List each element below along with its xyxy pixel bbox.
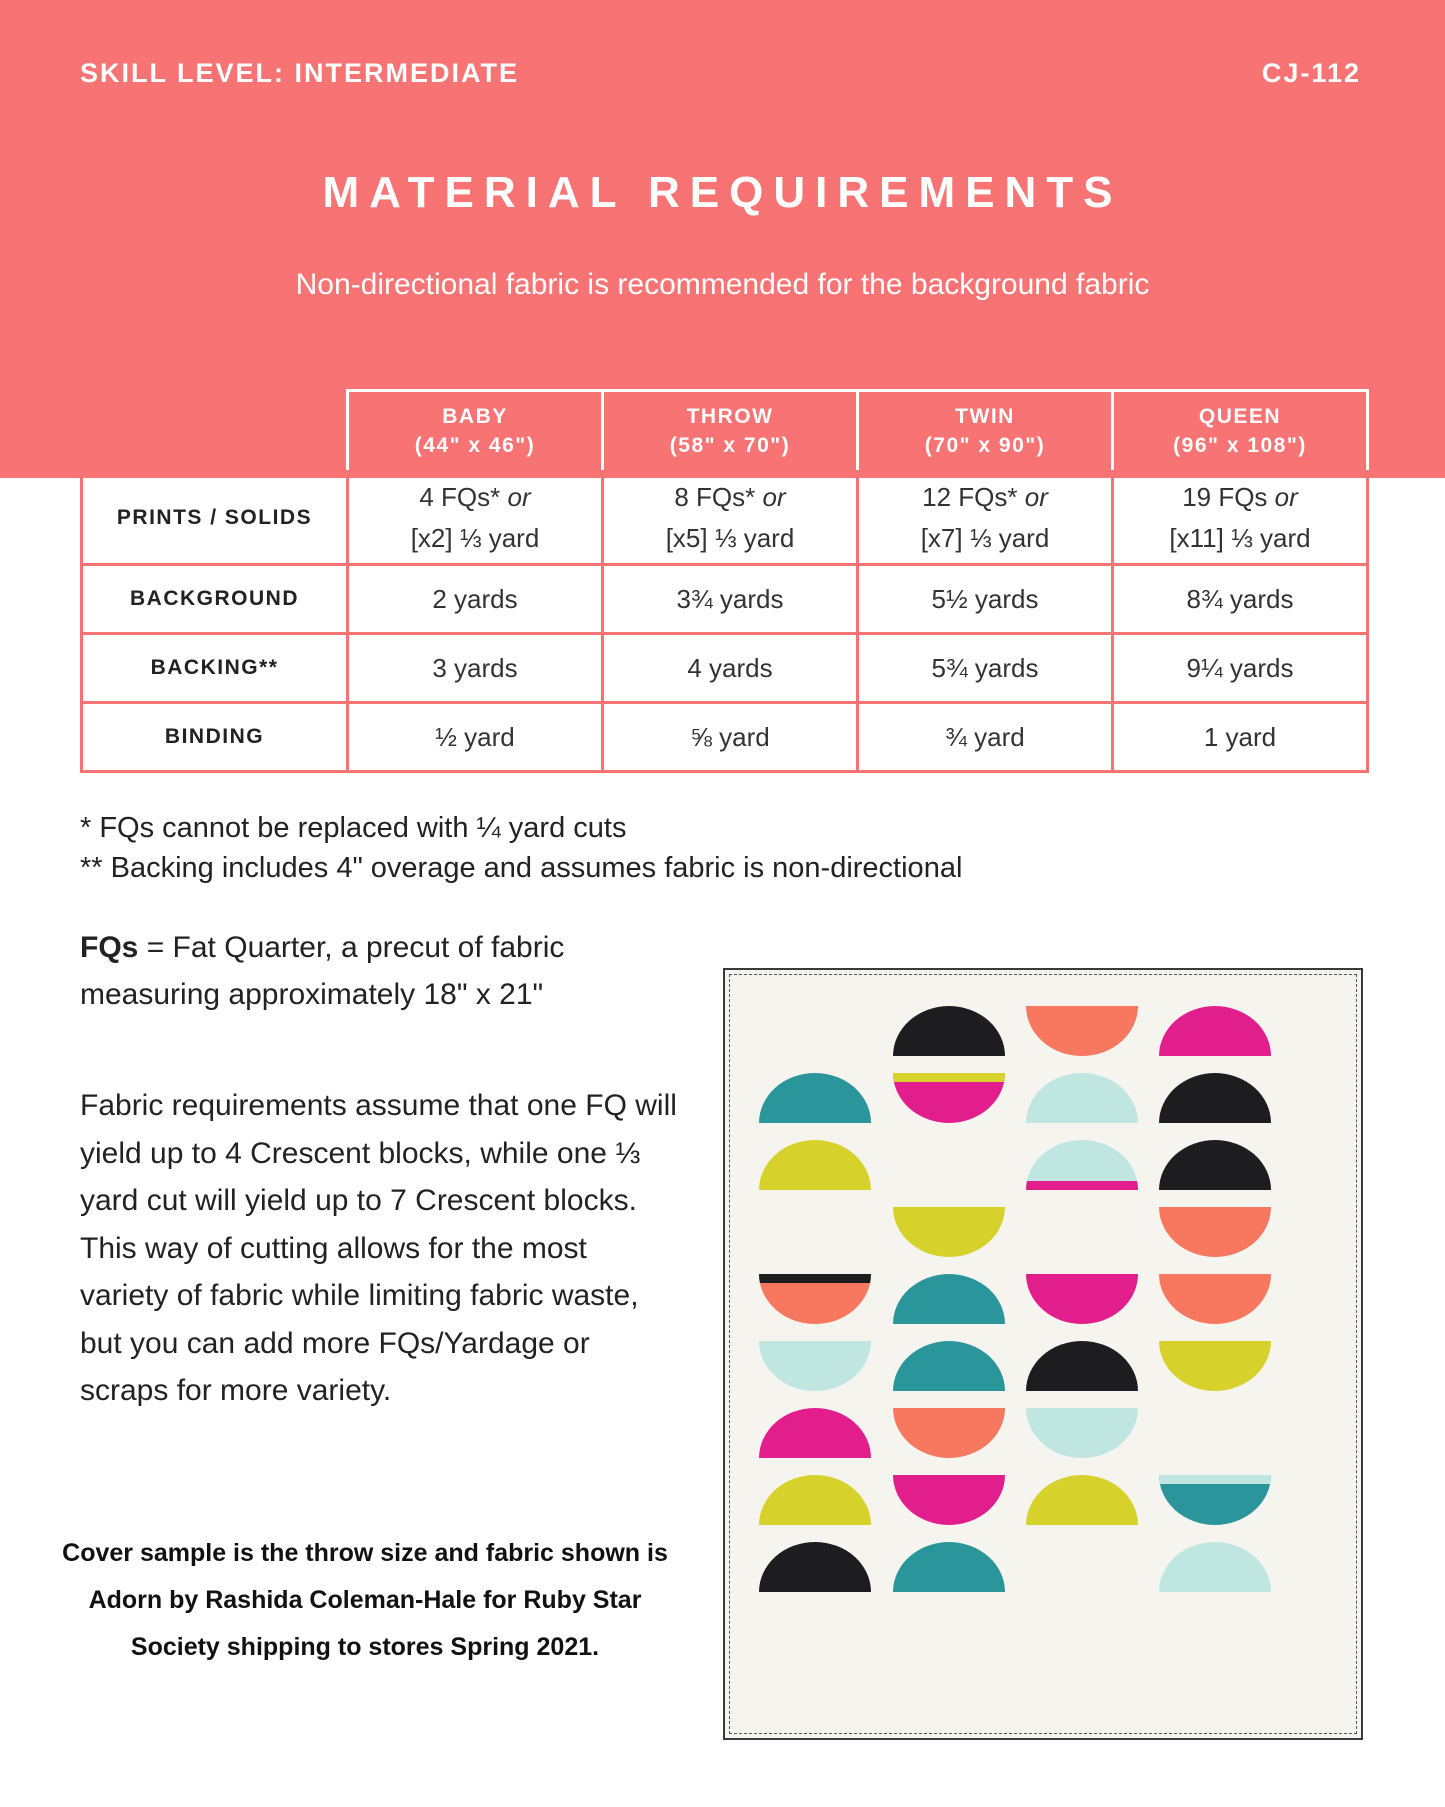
cell-line: 12 FQs* or xyxy=(922,482,1048,512)
table-cell: 8¾ yards xyxy=(1113,565,1368,634)
table-cell: 4 yards xyxy=(603,634,858,703)
page-title: MATERIAL REQUIREMENTS xyxy=(322,168,1123,217)
crescent-block-pink xyxy=(893,1475,1005,1525)
quilt-illustration xyxy=(723,968,1363,1740)
table-cell: 9¼ yards xyxy=(1113,634,1368,703)
cell-line: [x5] ⅓ yard xyxy=(665,523,795,553)
cell-line: 19 FQs or xyxy=(1182,482,1298,512)
cell-line: 4 FQs* or xyxy=(419,482,531,512)
footnote-backing: ** Backing includes 4" overage and assumes fabric is non-directional xyxy=(80,852,963,884)
table-row-prints xyxy=(82,472,1368,565)
table-cell: 3¾ yards xyxy=(603,565,858,634)
crescent-block-coral xyxy=(893,1408,1005,1458)
crescent-block-teal xyxy=(893,1274,1005,1324)
or-word: or xyxy=(1024,482,1048,512)
crescent-block-pink xyxy=(1159,1006,1271,1056)
crescent-block-lime xyxy=(1026,1475,1138,1525)
subtitle: Non-directional fabric is recommended for the background fabric xyxy=(295,268,1150,301)
crescent-block-coral xyxy=(1159,1274,1271,1324)
or-word: or xyxy=(507,482,531,512)
fq-definition xyxy=(80,924,640,1018)
cover-note: Cover sample is the throw size and fabric shown is Adorn by Rashida Coleman-Hale for Ruby Star Society shipping to stores Spring 2021. xyxy=(62,1539,668,1661)
table-cell xyxy=(1113,472,1368,565)
table-corner xyxy=(82,391,348,472)
row-label: BACKING** xyxy=(82,634,348,703)
table-cell: ½ yard xyxy=(348,703,603,772)
crescent-block-lime xyxy=(759,1475,871,1525)
or-word: or xyxy=(1274,482,1298,512)
footnotes xyxy=(80,808,962,888)
pattern-code: CJ-112 xyxy=(1261,58,1361,88)
size-header-queen xyxy=(1113,391,1368,472)
table-row-binding xyxy=(82,703,1368,772)
size-name: THROW xyxy=(686,405,774,428)
fq-definition-text: = Fat Quarter, a precut of fabric measuring approximately 18" x 21" xyxy=(80,931,565,1011)
size-name: TWIN xyxy=(955,405,1015,428)
crescent-block-mint xyxy=(759,1341,871,1391)
size-name: BABY xyxy=(442,405,508,428)
crescent-band-mint xyxy=(1159,1475,1271,1484)
size-dims: (58" x 70") xyxy=(669,434,791,457)
cell-line: 8 FQs* or xyxy=(674,482,786,512)
crescent-band-lime xyxy=(893,1073,1005,1082)
row-label: BACKGROUND xyxy=(82,565,348,634)
crescent-block-black xyxy=(759,1542,871,1592)
crescent-block-black xyxy=(1159,1073,1271,1123)
table-cell: ⅝ yard xyxy=(603,703,858,772)
row-label: PRINTS / SOLIDS xyxy=(82,472,348,565)
cell-line: [x2] ⅓ yard xyxy=(410,523,540,553)
table-cell: ¾ yard xyxy=(858,703,1113,772)
footnote-fq: * FQs cannot be replaced with ¼ yard cuts xyxy=(80,812,627,844)
skill-level: SKILL LEVEL: INTERMEDIATE xyxy=(80,58,520,88)
table-row-backing xyxy=(82,634,1368,703)
quilt-blocks xyxy=(725,970,1361,1738)
size-dims: (44" x 46") xyxy=(414,434,536,457)
table-cell xyxy=(858,472,1113,565)
fq-term: FQs xyxy=(80,931,139,964)
table-cell xyxy=(603,472,858,565)
table-cell: 1 yard xyxy=(1113,703,1368,772)
material-requirements-table xyxy=(80,389,1369,773)
crescent-block-pink xyxy=(1026,1274,1138,1324)
fabric-note: Fabric requirements assume that one FQ will yield up to 4 Crescent blocks, while one ⅓ yard cut will yield up to 7 Crescent blocks. This way of cutting allows for the most variety of fabric while limiting fabric waste, but you can add more FQs/Yardage or scraps for more variety. xyxy=(80,1089,677,1407)
size-header-baby xyxy=(348,391,603,472)
cell-line: [x11] ⅓ yard xyxy=(1169,523,1311,553)
crescent-block-black xyxy=(1159,1140,1271,1190)
cell-line: [x7] ⅓ yard xyxy=(920,523,1050,553)
size-header-throw xyxy=(603,391,858,472)
crescent-block-mint xyxy=(1026,1408,1138,1458)
crescent-band-pink xyxy=(1026,1181,1138,1190)
crescent-block-teal xyxy=(759,1073,871,1123)
crescent-block-teal xyxy=(893,1341,1005,1391)
table-cell: 2 yards xyxy=(348,565,603,634)
crescent-block-black xyxy=(1026,1341,1138,1391)
crescent-block-lime xyxy=(1159,1341,1271,1391)
table-cell xyxy=(348,472,603,565)
table-cell: 5½ yards xyxy=(858,565,1113,634)
crescent-block-lime xyxy=(759,1140,871,1190)
table-cell: 3 yards xyxy=(348,634,603,703)
table-cell: 5¾ yards xyxy=(858,634,1113,703)
crescent-block-teal xyxy=(893,1542,1005,1592)
size-header-twin xyxy=(858,391,1113,472)
crescent-block-coral xyxy=(1026,1006,1138,1056)
crescent-band-black xyxy=(759,1274,871,1283)
crescent-block-mint xyxy=(1026,1073,1138,1123)
size-dims: (96" x 108") xyxy=(1173,434,1307,457)
crescent-block-lime xyxy=(893,1207,1005,1257)
size-dims: (70" x 90") xyxy=(924,434,1046,457)
crescent-block-black xyxy=(893,1006,1005,1056)
crescent-block-mint xyxy=(1159,1542,1271,1592)
crescent-block-coral xyxy=(1159,1207,1271,1257)
size-name: QUEEN xyxy=(1198,405,1282,428)
crescent-block-pink xyxy=(759,1408,871,1458)
table-row-background xyxy=(82,565,1368,634)
or-word: or xyxy=(762,482,786,512)
row-label: BINDING xyxy=(82,703,348,772)
